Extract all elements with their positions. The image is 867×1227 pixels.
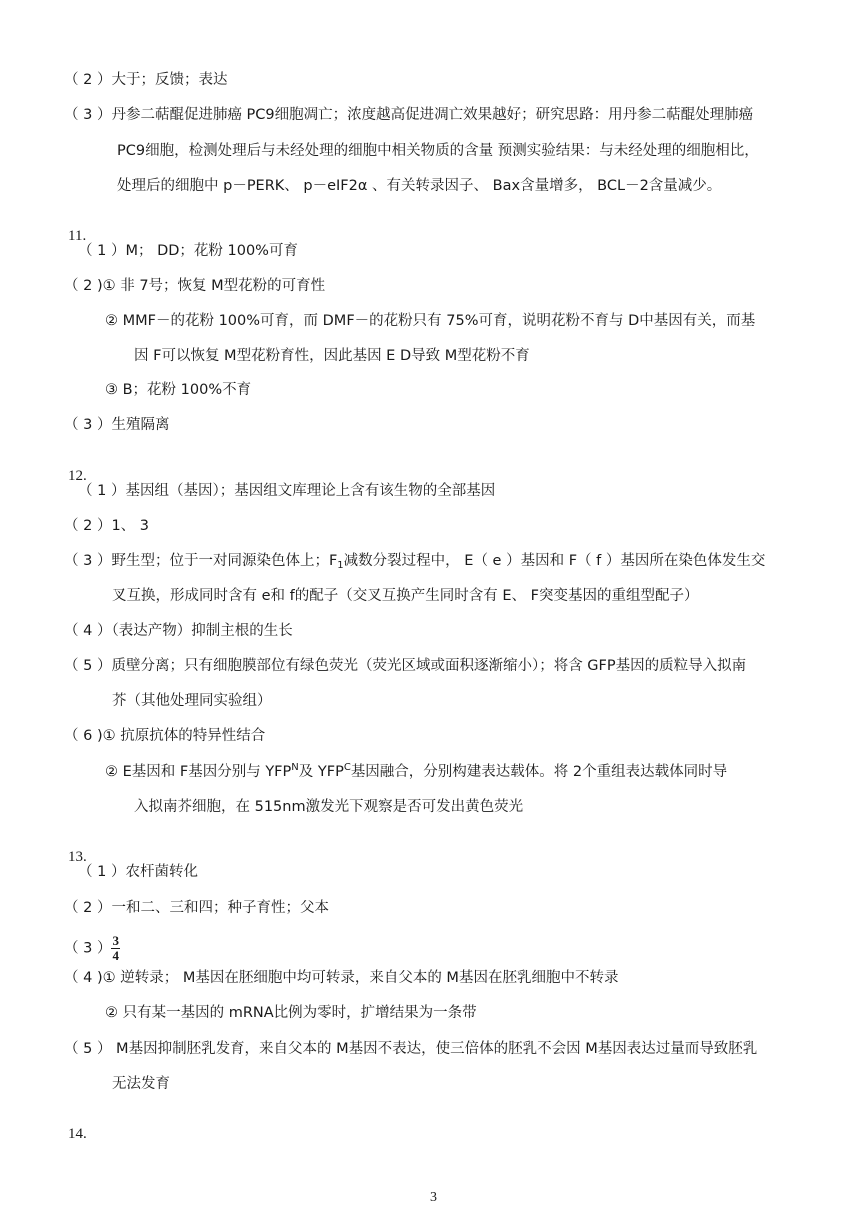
q12-part6-1: （ 6 )① 抗原抗体的特异性结合 [64,728,266,744]
fraction: $\frac{3}{4}$ [112,933,119,963]
q13-part5-line2: 无法发育 [112,1076,170,1092]
q12-number: 12. [68,468,87,484]
q13-part4-2: ② 只有某一基因的 mRNA比例为零时，扩增结果为一条带 [105,1005,477,1021]
q12-part6-2-line2: 入拟南芥细胞，在 515nm激发光下观察是否可发出黄色荧光 [134,799,524,815]
q12-part5-line1: （ 5 ）质壁分离；只有细胞膜部位有绿色荧光（荧光区域或面积逐渐缩小）；将含 GFP基因的质粒导入拟南 [64,658,747,674]
q12-part2: （ 2 ）1、 3 [64,518,150,534]
q12-part6-2-line1: ② E基因和 F基因分别与 $YFP^N$及 $YFP^C$基因融合，分别构建表达载体。将 2个重组表达载体同时导 [105,762,728,780]
q12-part3-line2: 叉互换，形成同时含有 e和 f的配子（交叉互换产生同时含有 E、 F突变基因的重组型配子） [112,588,699,604]
q11-part2-2-line1: ② MMF－的花粉 100%可育，而 DMF－的花粉只有 75%可育，说明花粉不育与 D中基因有关，而基 [105,313,756,329]
q14-number: 14. [68,1126,87,1142]
q10-part2: （ 2 ）大于；反馈；表达 [64,72,228,88]
q12-part3-line1: （ 3 ）野生型；位于一对同源染色体上；$F_1$减数分裂过程中， E（ e ）基因和 F（ f ）基因所在染色体发生交 [64,553,766,571]
q11-number: 11. [68,228,87,244]
q10-part3-line3: 处理后的细胞中 p－PERK、 p－eIF2α 、有关转录因子、 Bax含量增多， BCL－2含量减少。 [117,178,722,194]
q11-part2-3: ③ B；花粉 100%不育 [105,382,252,398]
q13-part4-1: （ 4 )① 逆转录； M基因在胚细胞中均可转录，来自父本的 M基因在胚乳细胞中不转录 [64,970,619,986]
page-number: 3 [430,1190,437,1205]
q12-part4: （ 4 ）（表达产物）抑制主根的生长 [64,623,293,639]
q13-part2: （ 2 ）一和二、三和四；种子育性；父本 [64,900,329,916]
q11-part2-2-line2: 因 F可以恢复 M型花粉育性，因此基因 E D导致 M型花粉不育 [134,348,530,364]
q12-part1: （ 1 ）基因组（基因）；基因组文库理论上含有该生物的全部基因 [78,483,496,499]
q12-part5-line2: 芥（其他处理同实验组） [112,693,272,709]
q10-part3-line2: PC9细胞，检测处理后与未经处理的细胞中相关物质的含量 预测实验结果：与未经处理的细胞相比， [117,143,759,159]
q13-number: 13. [68,849,87,865]
q13-part1: （ 1 ）农杆菌转化 [78,864,198,880]
q11-part1: （ 1 ）M； DD；花粉 100%可育 [78,243,298,259]
q13-part5-line1: （ 5 ） M基因抑制胚乳发育，来自父本的 M基因不表达，使三倍体的胚乳不会因 M基因表达过量而导致胚乳 [64,1041,758,1057]
q13-part3: （ 3 ） $\frac{3}{4}$ [64,933,119,963]
q11-part2-1: （ 2 )① 非 7号；恢复 M型花粉的可育性 [64,278,326,294]
q10-part3-line1: （ 3 ）丹参二萜醌促进肺癌 PC9细胞凋亡；浓度越高促进凋亡效果越好；研究思路：用丹参二萜醌处理肺癌 [64,107,754,123]
q11-part3: （ 3 ）生殖隔离 [64,417,170,433]
